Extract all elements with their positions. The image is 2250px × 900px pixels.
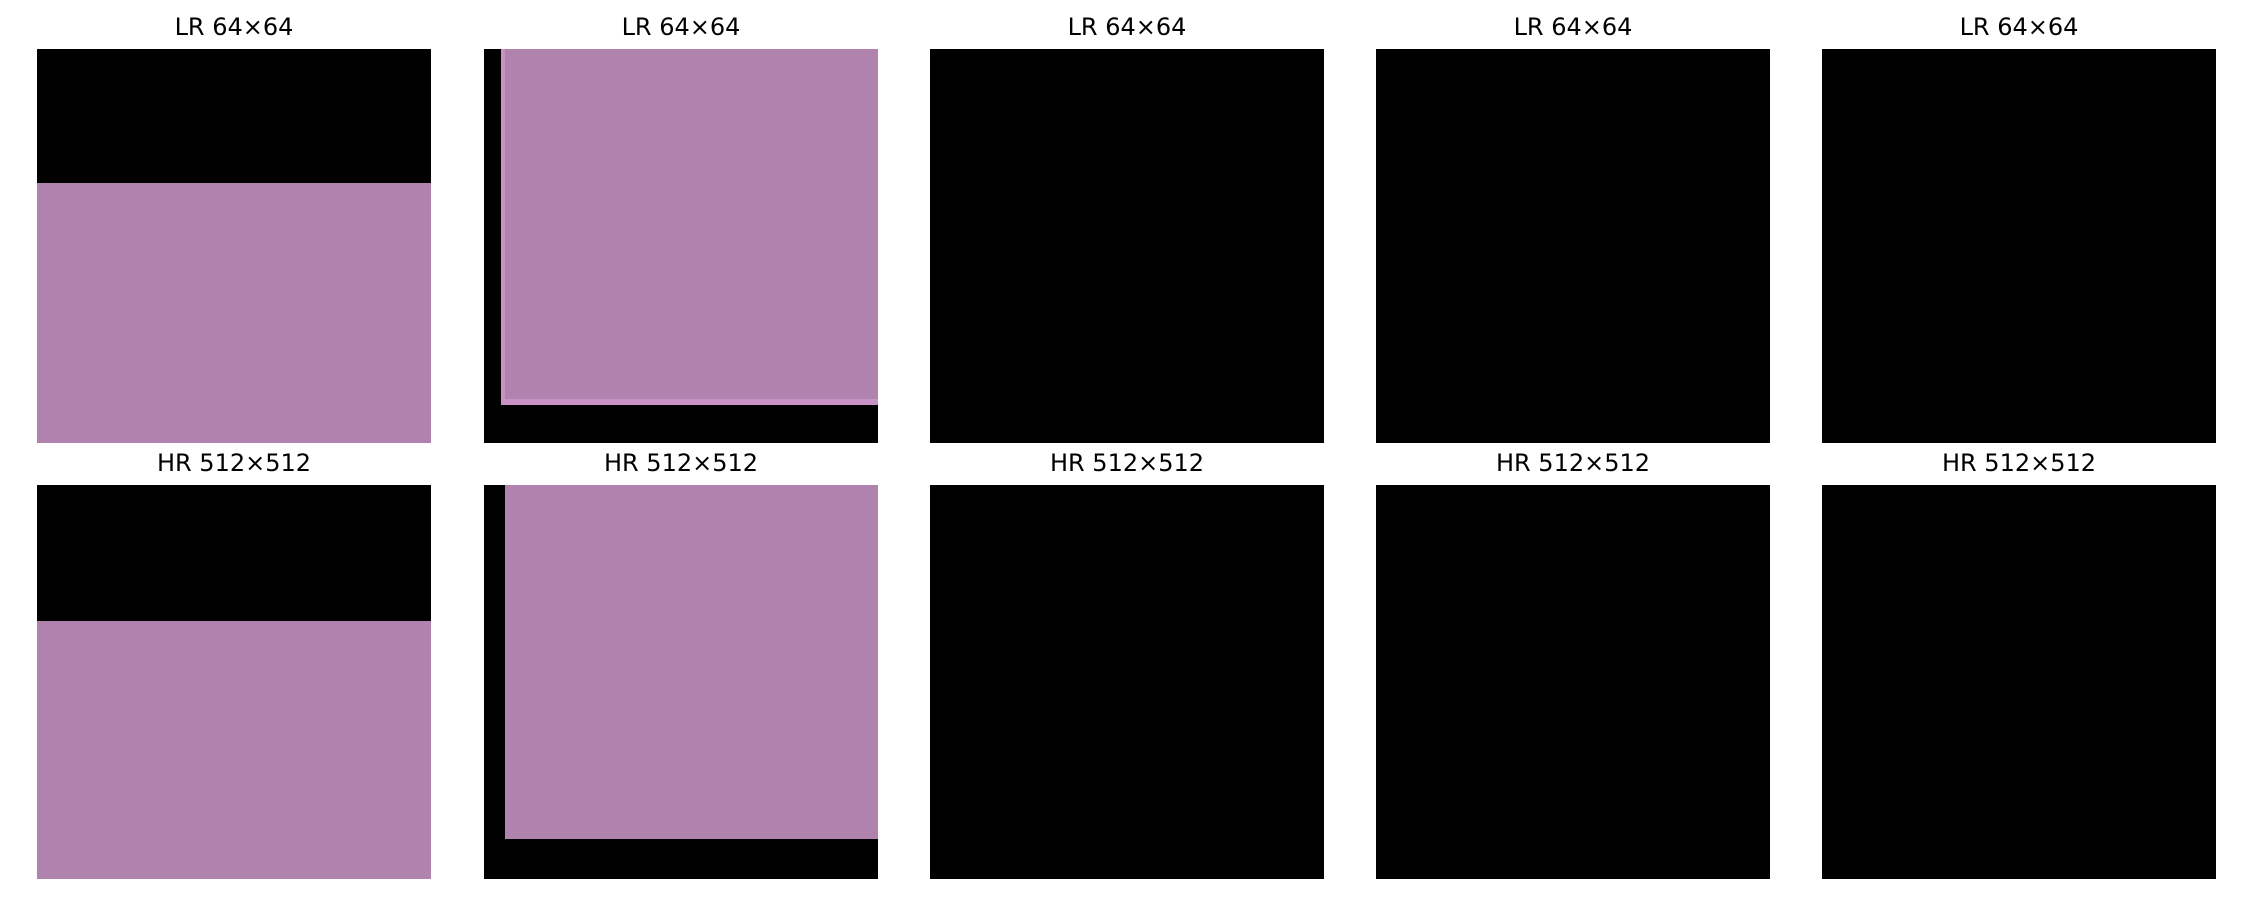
image-panel [1822, 49, 2216, 443]
image-panel [1376, 485, 1770, 879]
image-panel [37, 49, 431, 443]
image-panel [930, 49, 1324, 443]
panel-title: HR 512×512 [1049, 449, 1205, 477]
image-panel [930, 485, 1324, 879]
image-panel [1822, 485, 2216, 879]
panel-title: LR 64×64 [621, 13, 741, 41]
mask-region [505, 485, 878, 839]
panel-title: HR 512×512 [1495, 449, 1651, 477]
image-panel [37, 485, 431, 879]
image-panel [484, 49, 878, 443]
panel-title: HR 512×512 [156, 449, 312, 477]
panel-title: HR 512×512 [603, 449, 759, 477]
image-panel [1376, 49, 1770, 443]
mask-region [501, 49, 878, 405]
mask-region [37, 183, 431, 443]
panel-title: LR 64×64 [174, 13, 294, 41]
image-panel [484, 485, 878, 879]
panel-title: LR 64×64 [1513, 13, 1633, 41]
mask-region [37, 621, 431, 879]
panel-title: LR 64×64 [1067, 13, 1187, 41]
panel-title: HR 512×512 [1941, 449, 2097, 477]
panel-title: LR 64×64 [1959, 13, 2079, 41]
